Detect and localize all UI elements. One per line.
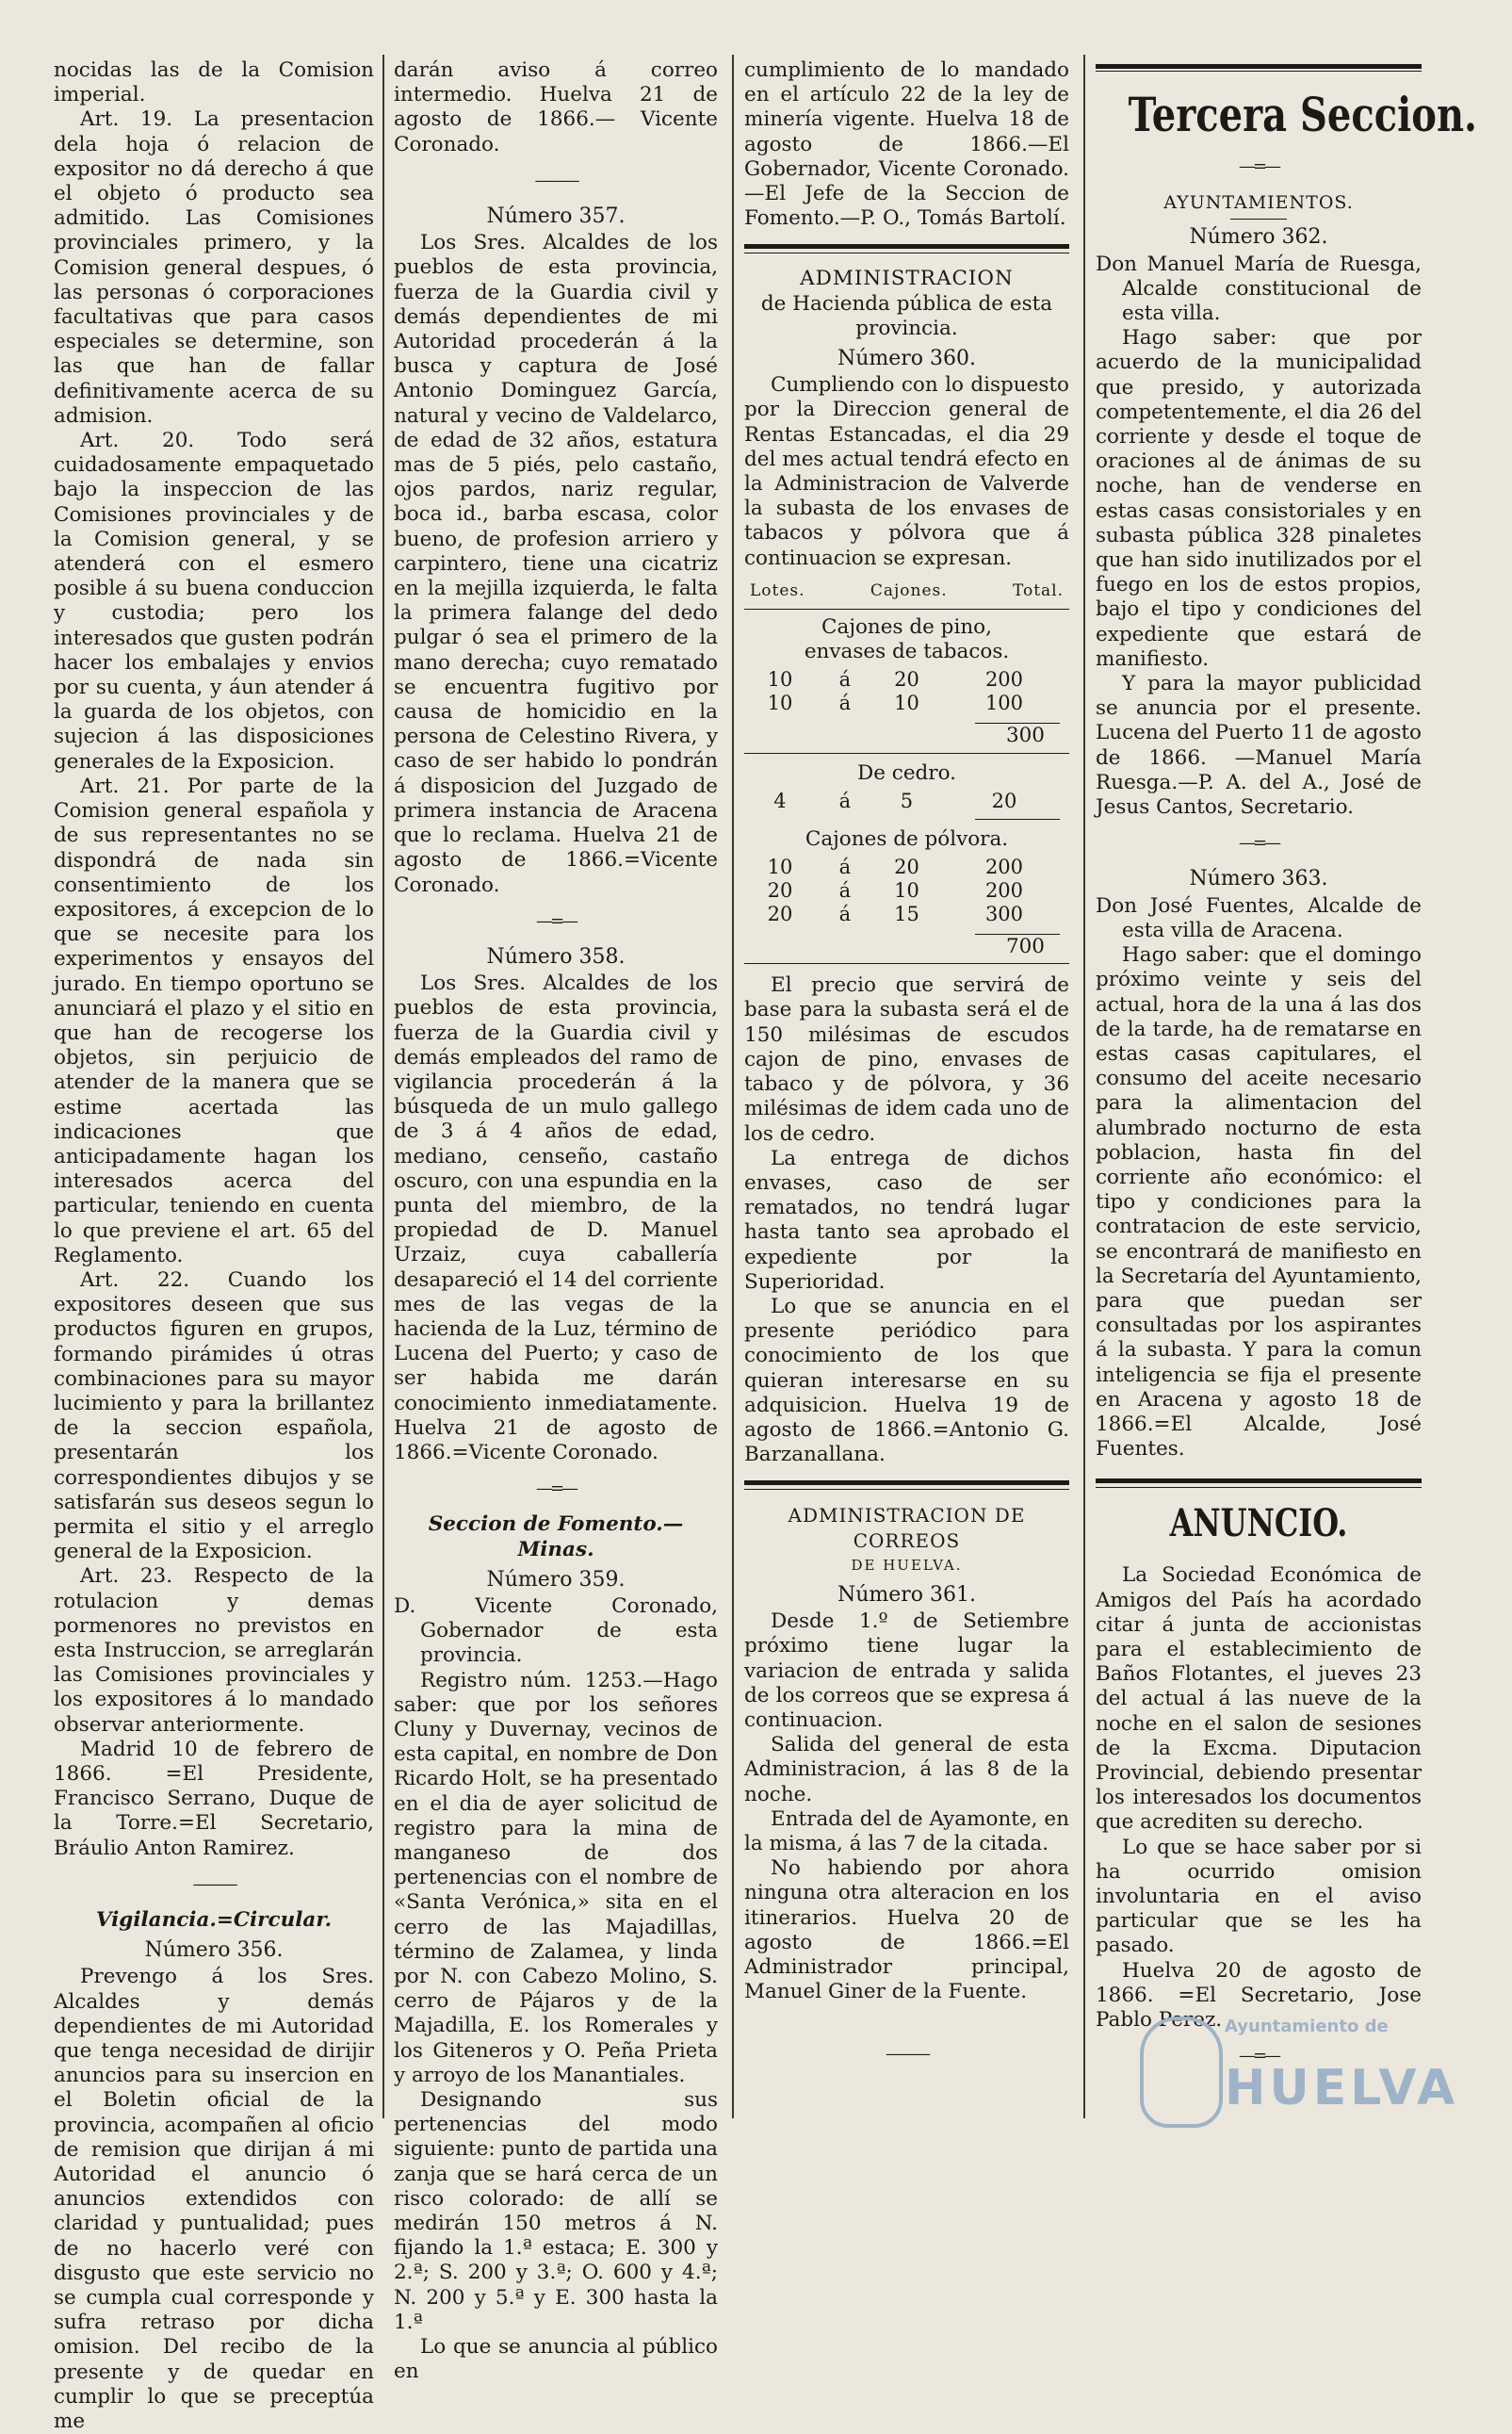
table-cell: 4: [773, 789, 787, 812]
paragraph-art-20: Art. 20. Todo será cuidadosamente empaquetado bajo la inspeccion de las Comisiones provinciales y de la Comision general, y se atenderá con el esmero posible á su buena conduccion y custodia; pero los interesados que gusten podrán hacer los embalajes y envios por su cuenta, y áun atender á la guarda de los objetos, con sujecion á las disposiciones generales de la Exposicion.: [54, 429, 374, 774]
table-group-title: Cajones de pólvora.: [805, 826, 1009, 851]
table-cell: á: [838, 856, 852, 879]
paragraph: Huelva 20 de agosto de 1866. =El Secretario, Jose Pablo Perez.: [1096, 1958, 1422, 2033]
table-cell: 20: [894, 856, 919, 879]
column-2: [394, 58, 718, 2384]
announcement-title: ANUNCIO.: [1169, 1501, 1348, 1546]
paragraph: Don José Fuentes, Alcalde de esta villa de Aracena.: [1096, 893, 1422, 942]
paragraph: La entrega de dichos envases, caso de ser rematados, no tendrá lugar hasta tanto sea aprobado el expediente por la Superioridad.: [744, 1146, 1069, 1294]
table-cell: 10: [767, 856, 793, 879]
table-sum: 300: [1005, 724, 1045, 748]
ornament-divider: —=—: [1238, 833, 1279, 854]
separator-rule: [744, 963, 1069, 964]
ornament-divider: ———: [886, 2044, 928, 2065]
table-cell: 20: [767, 903, 793, 926]
notice-number: Número 356.: [144, 1938, 284, 1963]
ornament-divider: —=—: [1238, 2046, 1279, 2066]
paragraph: Los Sres. Alcaldes de los pueblos de esta provincia, fuerza de la Guardia civil y demás empleados del ramo de vigilancia procederán á la búsqueda de un mulo gallego de 3 á 4 años de edad, mediano, censeño, castaño oscuro, con una espundia en la punta del miembro, de la propiedad de D. Manuel Urzaiz, cuya caballería desapareció el 14 del corriente mes de las vegas de la hacienda de la Luz, término de Lucena del Puerto; y caso de ser habida me darán conocimiento inmediatamente. Huelva 21 de agosto de 1866.=Vicente Coronado.: [394, 972, 718, 1464]
table-cell: 10: [894, 879, 919, 903]
column-divider: [1083, 55, 1085, 2118]
table-cell: 20: [767, 879, 793, 903]
table-header-cell: Cajones.: [870, 580, 948, 600]
table-cell: 10: [894, 692, 919, 715]
table-header-cell: Lotes.: [750, 580, 805, 600]
office-heading: ADMINISTRACION: [800, 267, 1014, 291]
separator-rule: [1096, 1487, 1422, 1488]
table-cell: á: [838, 692, 852, 715]
table-cell: 200: [984, 879, 1024, 903]
paragraph: Registro núm. 1253.—Hago saber: que por los señores Cluny y Duvernay, vecinos de esta capital, en nombre de Don Ricardo Holt, se ha presentado en el dia de ayer solicitud de registro para la mina de manganeso de dos pertenencias con el nombre de «Santa Verónica,» sita en el cerro de las Majadillas, término de Zalamea, y linda por N. con Cabezo Molino, S. cerro de Pájaros y de la Majadilla, E. los Romerales y los Giteneros y O. Peña Prieta y arroyo de los Manantiales.: [394, 1668, 718, 2087]
notice-number: Número 358.: [486, 944, 626, 969]
paragraph: El precio que servirá de base para la subasta será el de 150 milésimas de escudos cajon de pino, envases de tabaco y de pólvora, y 36 milésimas de idem cada uno de los de cedro.: [744, 973, 1069, 1146]
table-row: [744, 879, 1069, 903]
column-3: [744, 58, 1069, 2113]
paragraph: Hago saber: que el domingo próximo veinte y seis del actual, hora de la una á las dos de la tarde, ha de rematarse en estas casas capitulares, el consumo del aceite necesario para la alimentacion del alumbrado nocturno de esta poblacion, hasta fin del corriente año económico: el tipo y condiciones para la contratacion de este servicio, se encontrará de manifiesto en la Secretaría del Ayuntamiento, para que puedan ser consultadas por los aspirantes á la subasta. Y para la comun inteligencia se fija el presente en Aracena y agosto 18 de 1866.=El Alcalde, José Fuentes.: [1096, 943, 1422, 1462]
ornament-divider: —=—: [535, 1478, 577, 1499]
column-1: [54, 58, 374, 2434]
notice-number: Número 363.: [1189, 867, 1328, 891]
table-cell: 10: [767, 692, 793, 715]
paragraph: Desde 1.º de Setiembre próximo tiene lugar la variacion de entrada y salida de los correos que se expresa á continuacion.: [744, 1609, 1069, 1732]
table-cell: á: [838, 789, 852, 812]
office-heading: ADMINISTRACION DE CORREOS: [788, 1504, 1026, 1552]
section-heading: Seccion de Fomento.—Minas.: [428, 1512, 684, 1561]
separator-rule: [1230, 219, 1287, 220]
paragraph-art-19: Art. 19. La presentacion dela hoja ó relacion de expositor no dá derecho á que el objeto ó producto sea admitido. Las Comisiones provinciales primero, y la Comision general despues, ó las personas ó corporaciones facultativas que para casos especiales se determine, son las que han de fallar definitivamente acerca de su admision.: [54, 107, 374, 428]
table-group: [744, 790, 1069, 813]
paragraph: Cumpliendo con lo dispuesto por la Direccion general de Rentas Estancadas, el dia 29 del mes actual tendrá efecto en la Administracion de Valverde la subasta de los envases de tabacos y pólvora que á continuacion se expresan.: [744, 373, 1069, 570]
paragraph-signature: Madrid 10 de febrero de 1866. =El Presidente, Francisco Serrano, Duque de la Torre.=El Secretario, Bráulio Anton Ramirez.: [54, 1737, 374, 1860]
paragraph: La Sociedad Económica de Amigos del País ha acordado citar á junta de accionistas para el establecimiento de Baños Flotantes, el jueves 23 del actual á las nueve de la noche en el salon de sesiones de la Excma. Diputacion Provincial, debiendo presentar los interesados los documentos que acrediten su derecho.: [1096, 1563, 1422, 1835]
column-divider: [382, 55, 384, 2118]
notice-number: Número 360.: [837, 347, 977, 371]
table-header: [744, 571, 1069, 610]
paragraph: Lo que se anuncia al público en: [394, 2335, 718, 2384]
paragraph: Designando sus pertenencias del modo siguiente: punto de partida una zanja que se hará cerca de un risco colorado: de allí se medirán 150 metros á N. fijando la 1.ª estaca; E. 300 y 2.ª; S. 200 y 3.ª; O. 600 y 4.ª; N. 200 y 5.ª y E. 300 hasta la 1.ª: [394, 2088, 718, 2334]
paragraph: nocidas las de la Comision imperial.: [54, 58, 374, 107]
paragraph: D. Vicente Coronado, Gobernador de esta provincia.: [394, 1593, 718, 1668]
table-cell: 5: [900, 789, 914, 812]
table-row: [744, 668, 1069, 692]
stamp-text: Ayuntamiento de: [1225, 2017, 1389, 2036]
paragraph: Prevengo á los Sres. Alcaldes y demás dependientes de mi Autoridad que tenga necesidad de dirijir anuncios para su insercion en el Boletin oficial de la provincia, acompañen al oficio de remision que dirijan á mi Autoridad el anuncio ó anuncios extendidos con claridad y puntualidad; pues de no hacerlo veré con disgusto que este servicio no se cumpla cual corresponde y sufra retraso por dicha omision. Del recibo de la presente y de quedar en cumplir lo que se preceptúa me: [54, 1965, 374, 2434]
table-cell: á: [838, 903, 852, 926]
table-sum: 700: [1005, 935, 1045, 959]
office-subheading: de Hacienda pública de esta provincia.: [760, 291, 1053, 340]
table-group: [744, 668, 1069, 715]
office-subheading: DE HUELVA.: [851, 1556, 963, 1574]
table-row: [744, 903, 1069, 926]
table-row: [744, 856, 1069, 879]
table-cell: 20: [894, 668, 919, 692]
paragraph: cumplimiento de lo mandado en el artículo 22 de la ley de minería vigente. Huelva 18 de agosto de 1866.—El Gobernador, Vicente Coronado.—El Jefe de la Seccion de Fomento.—P. O., Tomás Bartolí.: [744, 58, 1069, 231]
paragraph-art-23: Art. 23. Respecto de la rotulacion y demas pormenores no previstos en esta Instruccion, se arreglarán las Comisiones provinciales y los expositores á lo mandado observar anteriormente.: [54, 1564, 374, 1737]
paragraph: Hago saber: que por acuerdo de la municipalidad que presido, y autorizada competentemente, el dia 26 del corriente y desde el toque de oraciones al de ánimas de su noche, han de venderse en estas casas consistoriales y en subasta pública 328 pinaletes que han sido inutilizados por el fuego en los de estos propios, bajo el tipo y condiciones del expediente que estará de manifiesto.: [1096, 326, 1422, 671]
separator-rule: [744, 753, 1069, 754]
table-group: [744, 856, 1069, 926]
separator-rule: [744, 244, 1069, 249]
paragraph: Don Manuel María de Ruesga, Alcalde constitucional de esta villa.: [1096, 252, 1422, 326]
table-row: [744, 692, 1069, 715]
paragraph: Entrada del de Ayamonte, en la misma, á las 7 de la citada.: [744, 1806, 1069, 1855]
coat-of-arms-icon: [1140, 2017, 1223, 2128]
paragraph: Lo que se hace saber por si ha ocurrido omision involuntaria en el aviso particular que se les ha pasado.: [1096, 1835, 1422, 1958]
table-group-title: De cedro.: [856, 760, 956, 785]
stamp-text: HUELVA: [1225, 2060, 1459, 2116]
separator-rule: [1096, 64, 1422, 72]
paragraph: Los Sres. Alcaldes de los pueblos de esta provincia, fuerza de la Guardia civil y demás dependientes de mi Autoridad procederán á la busca y captura de José Antonio Dominguez García, natural y vecino de Valdelarco, de edad de 32 años, estatura mas de 5 piés, pelo castaño, ojos pardos, nariz regular, boca id., barba escasa, color bueno, de profesion arriero y carpintero, tiene una cicatriz en la mejilla izquierda, le falta la primera falange del dedo pulgar ó sea el primero de la mano derecha; cuyo rematado se encuentra fugitivo por causa de homicidio en la persona de Celestino Rivera, y caso de ser habido lo pondrán á disposicion del Juzgado de primera instancia de Aracena que lo reclama. Huelva 21 de agosto de 1866.=Vicente Coronado.: [394, 231, 718, 897]
section-heading: Vigilancia.=Circular.: [95, 1908, 333, 1933]
table-header-cell: Total.: [1012, 580, 1064, 600]
separator-rule: [744, 1489, 1069, 1490]
table-group-title: Cajones de pino, envases de tabacos.: [804, 615, 1010, 664]
paragraph-art-21: Art. 21. Por parte de la Comision general española y de sus representantes no se dispondrá de nada sin consentimiento de los expositores, á excepcion de lo que se necesite para los experimentos y ensayos del jurado. En tiempo oportuno se anunciará el plazo y el sitio en que han de recogerse los objetos, sin perjuicio de atender de la manera que se estime acertada las indicaciones que anticipadamente hagan los interesados acerca del particular, teniendo en cuenta lo que previene el art. 65 del Reglamento.: [54, 774, 374, 1267]
ornament-divider: ———: [534, 170, 577, 190]
sum-line: [975, 819, 1060, 820]
paragraph: No habiendo por ahora ninguna otra alteracion en los itinerarios. Huelva 20 de agosto de 1866.=El Administrador principal, Manuel Giner de la Fuente.: [744, 1856, 1069, 2004]
ornament-divider: —=—: [1238, 156, 1279, 176]
paragraph-art-22: Art. 22. Cuando los expositores deseen que sus productos figuren en grupos, formando pirámides ú otras combinaciones para su mayor lucimiento y para la brillantez de la seccion española, presentarán los correspondientes dibujos y se satisfarán sus deseos segun lo permita el sitio y el arreglo general de la Exposicion.: [54, 1267, 374, 1564]
ornament-divider: —=—: [535, 910, 577, 931]
section-subtitle: AYUNTAMIENTOS.: [1163, 192, 1354, 214]
notice-number: Número 361.: [837, 1582, 977, 1607]
table-cell: 20: [991, 789, 1017, 812]
table-cell: 200: [984, 668, 1024, 692]
paragraph: darán aviso á correo intermedio. Huelva 21 de agosto de 1866.— Vicente Coronado.: [394, 58, 718, 156]
table-cell: 300: [984, 903, 1024, 926]
table-cell: 200: [984, 856, 1024, 879]
ornament-divider: ———: [192, 1873, 236, 1894]
table-cell: 10: [767, 668, 793, 692]
paragraph: Lo que se anuncia en el presente periódico para conocimiento de los que quieran interesarse en su adquisicion. Huelva 19 de agosto de 1866.=Antonio G. Barzanallana.: [744, 1294, 1069, 1467]
notice-number: Número 359.: [486, 1567, 626, 1592]
archive-stamp: [1140, 1998, 1459, 2130]
separator-rule: [1096, 1478, 1422, 1483]
paragraph: Salida del general de esta Administracion, á las 8 de la noche.: [744, 1733, 1069, 1806]
section-title: Tercera Seccion.: [1128, 87, 1477, 142]
table-cell: 100: [984, 692, 1024, 715]
column-4: [1096, 58, 1477, 2113]
separator-rule: [744, 1480, 1069, 1485]
table-cell: á: [838, 668, 852, 692]
column-divider: [732, 55, 734, 2118]
paragraph: Y para la mayor publicidad se anuncia por el presente. Lucena del Puerto 11 de agosto de 1866. —Manuel María Ruesga.—P. A. del A., José de Jesus Cantos, Secretario.: [1096, 672, 1422, 820]
table-cell: á: [838, 879, 852, 903]
notice-number: Número 357.: [486, 204, 626, 229]
table-row: [744, 790, 1069, 813]
notice-number: Número 362.: [1189, 225, 1328, 250]
table-cell: 15: [894, 903, 919, 926]
